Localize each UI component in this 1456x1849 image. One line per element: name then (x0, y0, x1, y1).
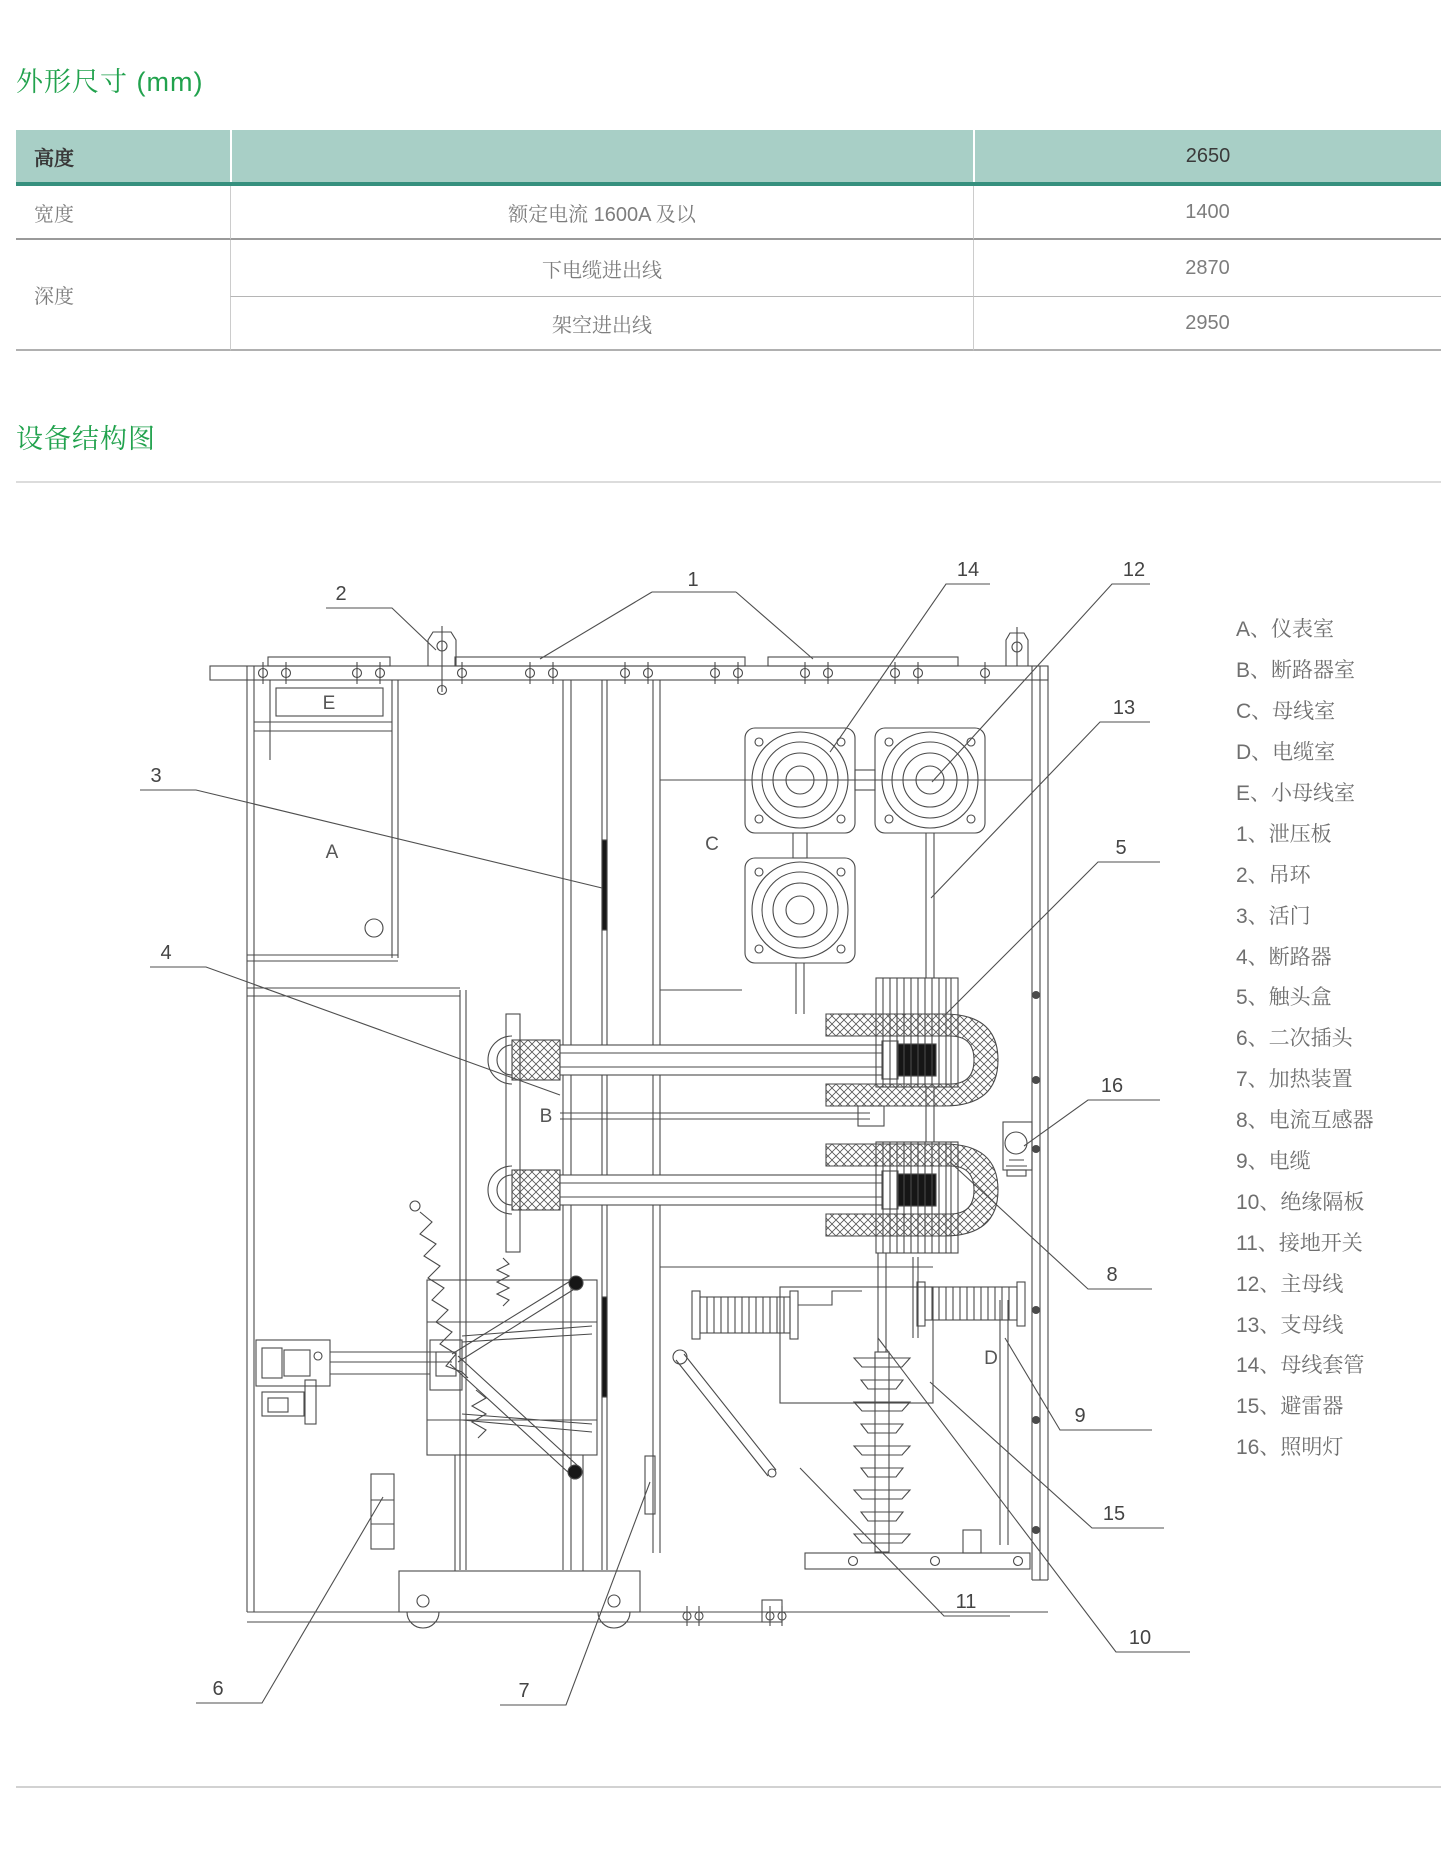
compartment-a-label: A (325, 842, 339, 863)
legend-item: D、电缆室 (1236, 741, 1336, 765)
legend-item: 14、母线套管 (1236, 1354, 1365, 1378)
callout-10: 10 (1128, 1627, 1152, 1649)
callout-5: 5 (1115, 837, 1127, 859)
shutter-plane (602, 680, 607, 1570)
legend-item: 3、活门 (1236, 904, 1311, 928)
cabinet-right-wall (1032, 666, 1048, 1580)
legend-item: 2、吊环 (1236, 863, 1311, 887)
callout-1: 1 (687, 569, 699, 591)
pressure-relief-plates (268, 657, 958, 666)
table-row-cable-value: 2870 (973, 240, 1441, 297)
lifting-lug-left (428, 626, 456, 695)
table-row-depth-label: 深度 (16, 240, 230, 351)
bellows-insulator-left (692, 1291, 798, 1339)
callout-16: 16 (1100, 1075, 1124, 1097)
dimensions-section-title: 外形尺寸 (mm) (16, 67, 204, 97)
cabinet-floor (247, 1600, 1048, 1626)
cabinet-line-art (140, 584, 1190, 1705)
table-row-overhead-desc: 架空进出线 (230, 297, 973, 351)
cabinet-left-wall (247, 666, 254, 1612)
legend-item: 7、加热装置 (1236, 1068, 1353, 1092)
breaker-pole-lower (488, 1144, 998, 1236)
diagram-legend (1236, 608, 1446, 1467)
compartment-b-label: B (539, 1106, 553, 1127)
callout-7: 7 (518, 1680, 530, 1702)
callout-4: 4 (160, 942, 172, 964)
legend-item: C、母线室 (1236, 700, 1336, 724)
branch-bus-riser (926, 833, 934, 978)
surge-arrester (854, 1352, 910, 1552)
callout-12: 12 (1122, 559, 1146, 581)
legend-item: 4、断路器 (1236, 945, 1332, 969)
callout-13: 13 (1112, 697, 1136, 719)
legend-item: B、断路器室 (1236, 659, 1356, 683)
arrester-support-box (780, 1287, 933, 1403)
legend-item: 16、照明灯 (1236, 1436, 1344, 1460)
callout-3: 3 (150, 765, 162, 787)
table-header-height-label: 高度 (34, 147, 74, 170)
table-row-width-value: 1400 (973, 186, 1441, 240)
legend-item: E、小母线室 (1236, 782, 1356, 805)
callout-14: 14 (956, 559, 980, 581)
door-handle (365, 919, 383, 937)
legend-item: 5、触头盒 (1236, 986, 1332, 1010)
legend-item: 10、绝缘隔板 (1236, 1190, 1365, 1214)
structure-section-title: 设备结构图 (16, 424, 156, 454)
shutter-lower (602, 1297, 607, 1397)
table-row-width-label: 宽度 (16, 186, 230, 240)
compartment-a-outline (247, 680, 460, 996)
shutter-upper (602, 840, 607, 930)
secondary-plug (256, 1340, 452, 1424)
breaker-pole-upper (488, 1014, 998, 1106)
table-row-width-desc: 额定电流 1600A 及以 (230, 186, 973, 240)
legend-item: 6、二次插头 (1236, 1027, 1353, 1051)
legend-item: 1、泄压板 (1236, 822, 1332, 846)
callout-8: 8 (1106, 1264, 1118, 1286)
callout-2: 2 (335, 583, 347, 605)
legend-item: 12、主母线 (1236, 1272, 1344, 1296)
cable-room (660, 1253, 1030, 1569)
table-header-value: 2650 (973, 130, 1441, 182)
callout-15: 15 (1102, 1503, 1126, 1525)
table-row-overhead-value: 2950 (973, 297, 1441, 351)
legend-item: 11、接地开关 (1236, 1231, 1363, 1255)
compartment-d-label: D (984, 1348, 998, 1369)
legend-item: A、仪表室 (1236, 618, 1335, 642)
compartment-e-label: E (322, 693, 336, 714)
table-row-cable-desc: 下电缆进出线 (230, 240, 973, 297)
callout-9: 9 (1074, 1405, 1086, 1427)
legend-item: 15、避雷器 (1236, 1395, 1344, 1419)
callout-6: 6 (212, 1678, 224, 1700)
arrester-base-plate (805, 1553, 1030, 1569)
truck-wheels (407, 1612, 630, 1628)
earthing-switch (673, 1350, 776, 1477)
legend-item: 8、电流互感器 (1236, 1109, 1374, 1133)
partition-wall (653, 680, 660, 1553)
lamp (1003, 1122, 1032, 1176)
legend-item: 9、电缆 (1236, 1150, 1311, 1174)
breaker-front-frame (563, 680, 571, 1570)
bus-bushing-3 (745, 858, 855, 963)
compartment-c-label: C (705, 834, 719, 855)
lifting-lug-right (1006, 627, 1028, 666)
legend-item: 13、支母线 (1236, 1313, 1344, 1337)
callout-11: 11 (955, 1591, 977, 1613)
